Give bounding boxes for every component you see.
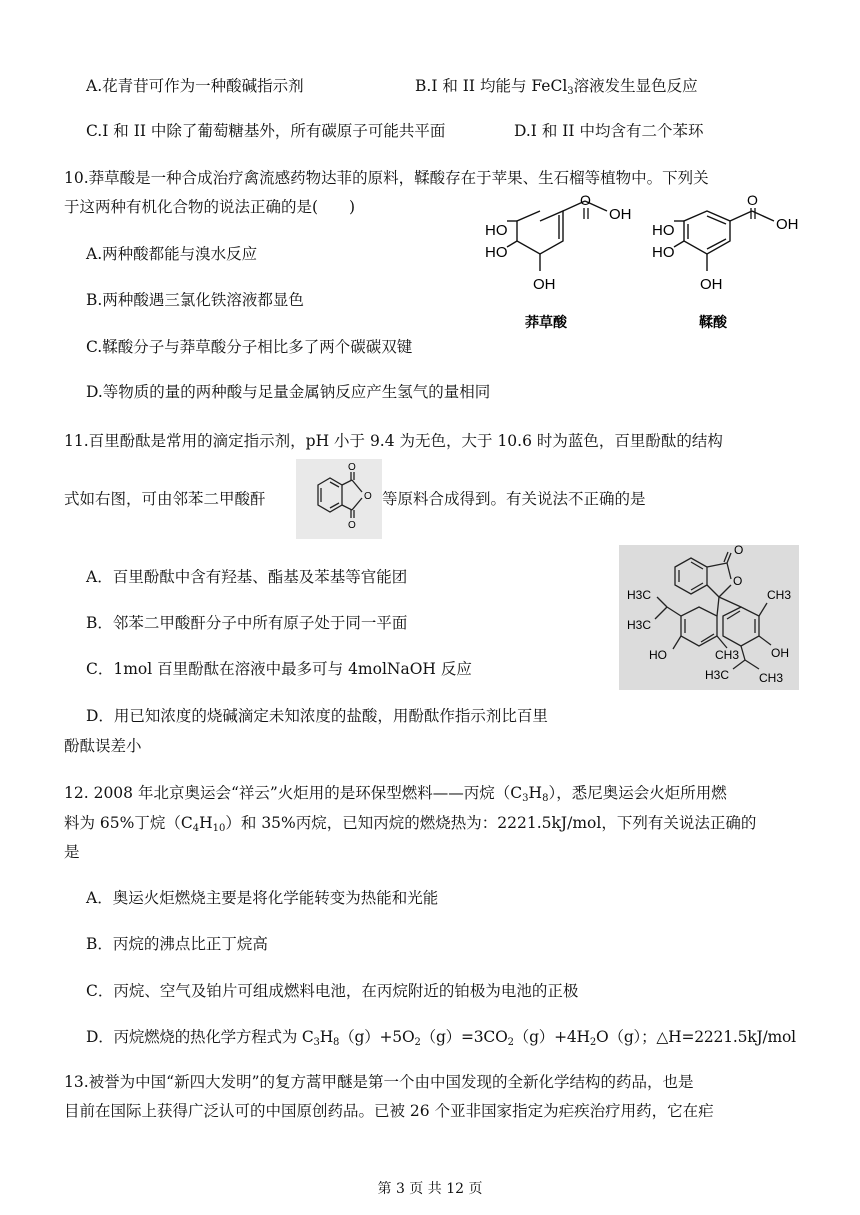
q12-stem-line3: 是 [64,843,80,861]
shikimic-carbonyl [578,193,598,219]
thymol-ch3-mid: CH3 [715,648,740,662]
q9-option-d: D.I 和 II 中均含有二个苯环 [514,122,704,140]
q10-option-a: A.两种酸都能与溴水反应 [86,245,258,263]
shikimic-acid-structure [485,193,650,333]
q11-option-d-line1: D．用已知浓度的烧碱滴定未知浓度的盐酸，用酚酞作指示剂比百里 [86,707,548,725]
gallic-oh-right: OH [776,216,799,233]
q13-stem-line1: 13.被誉为中国“新四大发明”的复方蒿甲醚是第一个由中国发现的全新化学结构的药品，也是 [64,1073,694,1091]
q13-stem-line2: 目前在国际上获得广泛认可的中国原创药品。已被 26 个亚非国家指定为疟疾治疗用药，它在疟 [64,1102,714,1120]
gallic-ho-1: HO [652,222,675,239]
gallic-oh-bottom: OH [700,276,723,293]
thymol-h3c-left-top: H3C [627,588,652,602]
gallic-acid-structure [652,193,817,333]
anhydride-o-top: O [348,462,356,473]
q11-option-d-line2: 酚酞误差小 [64,737,142,755]
thymol-ho: HO [649,648,667,662]
q11-option-b: B．邻苯二甲酸酐分子中所有原子处于同一平面 [86,614,408,632]
q10-option-c: C.鞣酸分子与莽草酸分子相比多了两个碳碳双键 [86,338,413,356]
q12-option-a: A．奥运火炬燃烧主要是将化学能转变为热能和光能 [86,889,439,907]
thymol-o-top: O [734,545,744,557]
page-footer: 第 3 页 共 12 页 [377,1181,483,1197]
q10-option-d: D.等物质的量的两种酸与足量金属钠反应产生氢气的量相同 [86,383,491,401]
shikimic-oh-right: OH [609,206,632,223]
shikimic-o-top: O [580,193,591,208]
phthalic-anhydride-structure [296,459,382,539]
shikimic-ho-2: HO [485,244,508,261]
q12-stem-line1: 12. 2008 年北京奥运会“祥云”火炬用的是环保型燃料——丙烷$(C_3H_8)$，悉尼奥运会火炬所用燃 [64,784,727,804]
q10-stem-line2: 于这两种有机化合物的说法正确的是( ) [64,198,356,216]
q9-option-a: A.花青苷可作为一种酸碱指示剂 [86,77,304,95]
thymol-ch3-bottom: CH3 [759,671,784,685]
q11-stem-line1: 11.百里酚酞是常用的滴定指示剂，pH 小于 9.4 为无色，大于 10.6 时为蓝色，百里酚酞的结构 [64,432,723,450]
gallic-ho-2: HO [652,244,675,261]
q12-option-b: B．丙烷的沸点比正丁烷高 [86,935,268,953]
q11-option-c: C．1mol 百里酚酞在溶液中最多可与 4molNaOH 反应 [86,660,472,678]
gallic-caption: 鞣酸 [699,315,727,331]
q9-option-b: B.I 和 II 均能与 FeCl$_3$溶液发生显色反应 [415,77,698,97]
anhydride-o-bottom: O [348,520,356,531]
q12-option-c: C．丙烷、空气及铂片可组成燃料电池，在丙烷附近的铂极为电池的正极 [86,982,579,1000]
shikimic-ho-1: HO [485,222,508,239]
q9-option-c: C.I 和 II 中除了葡萄糖基外，所有碳原子可能共平面 [86,122,446,140]
q11-stem-line2-pre: 式如右图，可由邻苯二甲酸酐 [64,490,266,508]
thymol-ch3-right: CH3 [767,588,792,602]
q10-stem-line1: 10.莽草酸是一种合成治疗禽流感药物达菲的原料，鞣酸存在于苹果、生石榴等植物中。下列关 [64,169,709,187]
shikimic-caption: 莽草酸 [525,315,567,331]
thymol-oh: OH [771,646,789,660]
q10-option-b: B.两种酸遇三氯化铁溶液都显色 [86,291,304,309]
q12-option-d: D．丙烷燃烧的热化学方程式为 $C_3H_8(g)+5O_2(g)=3CO_2(g)+4H_2O(g)$；△H=2221.5kJ/mol [86,1028,796,1048]
anhydride-o-ring: O [364,491,372,502]
thymol-h3c-left-bottom: H3C [627,618,652,632]
q11-option-a: A．百里酚酞中含有羟基、酯基及苯基等官能团 [86,568,408,586]
gallic-carbonyl [745,193,765,219]
q12-stem-line2: 料为 65%丁烷$(C_4H_{10})$和 35%丙烷，已知丙烷的燃烧热为：2221.5kJ/mol，下列有关说法正确的 [64,814,757,834]
gallic-o-top: O [747,193,758,208]
thymol-h3c-bottom: H3C [705,668,730,682]
thymol-o-ring: O [733,574,743,588]
thymolphthalein-structure [619,545,799,690]
shikimic-oh-bottom: OH [533,276,556,293]
q11-stem-line2-post: 等原料合成得到。有关说法不正确的是 [382,490,646,508]
